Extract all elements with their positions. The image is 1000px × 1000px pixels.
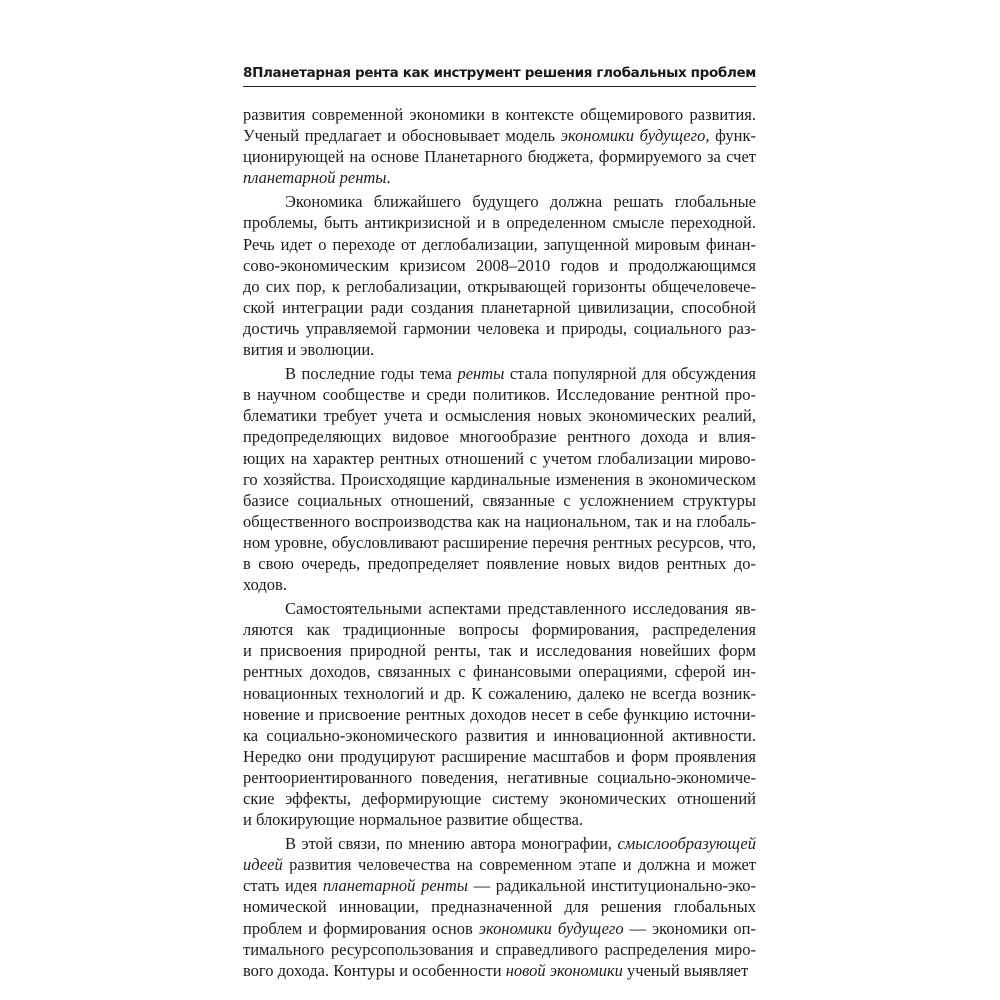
text-line bbox=[243, 276, 756, 297]
text-line bbox=[243, 426, 756, 447]
text-line bbox=[243, 146, 756, 167]
text-line bbox=[243, 854, 756, 875]
italic-term: экономики будущего bbox=[560, 126, 706, 146]
text-run: ционирующей на основе Планетарного бюджета, формируемого за счет bbox=[243, 147, 756, 167]
text-run: Речь идет о переходе от деглобализации, запущенной мировым финан- bbox=[243, 234, 756, 254]
text-run: — экономики оп- bbox=[623, 918, 757, 938]
text-run: — радикальной институционально-эко- bbox=[467, 876, 756, 896]
text-run: развития современной экономики в контексте общемирового развития. bbox=[243, 105, 756, 124]
text-run: блематики требует учета и осмысления новых экономических реалий, bbox=[243, 406, 756, 426]
text-run: проблемы, быть антикризисной и в определенном смысле переходной. bbox=[243, 213, 756, 233]
text-line bbox=[243, 619, 756, 640]
text-run: В этой связи, по мнению автора монографии, bbox=[285, 834, 618, 854]
text-line bbox=[243, 746, 756, 767]
running-header bbox=[243, 62, 756, 87]
text-run: в научном сообществе и среди политиков. Исследование рентной про- bbox=[243, 385, 756, 405]
text-line bbox=[243, 788, 756, 809]
text-line bbox=[243, 960, 756, 981]
text-run: ской интеграции ради создания планетарной цивилизации, способной bbox=[243, 297, 756, 317]
text-line bbox=[243, 104, 756, 125]
italic-term: смыслообразующей bbox=[617, 834, 756, 854]
text-line bbox=[243, 511, 756, 532]
italic-term: планетарной ренты bbox=[243, 168, 387, 188]
text-run: го хозяйства. Происходящие кардинальные изменения в экономическом bbox=[243, 469, 756, 489]
text-line bbox=[243, 234, 756, 255]
text-line bbox=[243, 167, 756, 188]
text-run: новение и присвоение рентных доходов несет в себе функцию источни- bbox=[243, 704, 756, 724]
text-line bbox=[243, 405, 756, 426]
text-run: ляются как традиционные вопросы формирования, распределения bbox=[243, 620, 756, 640]
text-run: , функ- bbox=[705, 126, 757, 146]
text-line bbox=[243, 255, 756, 276]
text-run: и блокирующие нормальное развитие общества. bbox=[243, 810, 584, 830]
text-line bbox=[243, 469, 756, 490]
paragraph bbox=[243, 833, 756, 981]
text-line bbox=[243, 339, 756, 360]
text-run: номической инновации, предназначенной для решения глобальных bbox=[243, 897, 756, 917]
text-line bbox=[243, 661, 756, 682]
text-line bbox=[243, 191, 756, 212]
text-run: стать идея bbox=[243, 876, 323, 896]
text-run: ющих на характер рентных отношений с учетом глобализации мирово- bbox=[243, 448, 756, 468]
body-text bbox=[243, 104, 756, 981]
text-line bbox=[243, 809, 756, 830]
text-run: сово-экономическим кризисом 2008–2010 годов и продолжающимся bbox=[243, 255, 756, 275]
text-line bbox=[243, 553, 756, 574]
text-run: вития и эволюции. bbox=[243, 340, 375, 360]
text-run: и присвоения природной ренты, так и исследования новейших форм bbox=[243, 641, 756, 661]
text-run: Нередко они продуцируют расширение масштабов и форм проявления bbox=[243, 746, 756, 766]
text-line bbox=[243, 640, 756, 661]
text-run: вого дохода. Контуры и особенности bbox=[243, 960, 506, 980]
page-number: 8 bbox=[243, 65, 253, 81]
running-title: Планетарная рента как инструмент решения глобальных проблем bbox=[252, 65, 756, 81]
text-run: стала популярной для обсуждения bbox=[504, 364, 756, 384]
text-run: развития человечества на современном этапе и должна и может bbox=[282, 855, 756, 875]
text-line bbox=[243, 212, 756, 233]
text-run: рентоориентированного поведения, негативные социально-экономиче- bbox=[243, 767, 756, 787]
italic-term: идеей bbox=[243, 855, 283, 875]
italic-term: планетарной ренты bbox=[322, 876, 468, 896]
text-line bbox=[243, 125, 756, 146]
text-run: ном уровне, обусловливают расширение перечня рентных ресурсов, что, bbox=[243, 532, 756, 552]
paragraph bbox=[243, 598, 756, 830]
text-run: . bbox=[386, 168, 391, 188]
text-line bbox=[243, 384, 756, 405]
text-line bbox=[243, 725, 756, 746]
text-run: ка социально-экономического развития и инновационной активности. bbox=[243, 725, 756, 745]
text-run: достичь управляемой гармонии человека и природы, социального раз- bbox=[243, 318, 756, 338]
paragraph bbox=[243, 191, 756, 360]
text-line bbox=[243, 490, 756, 511]
text-line bbox=[243, 532, 756, 553]
text-run: Ученый предлагает и обосновывает модель bbox=[243, 126, 561, 146]
text-line bbox=[243, 318, 756, 339]
text-run: Экономика ближайшего будущего должна решать глобальные bbox=[285, 192, 756, 212]
text-line bbox=[243, 704, 756, 725]
text-line bbox=[243, 297, 756, 318]
text-run: ские эффекты, деформирующие систему экономических отношений bbox=[243, 789, 756, 808]
text-line bbox=[243, 574, 756, 595]
text-line bbox=[243, 363, 756, 384]
italic-term: новой экономики bbox=[505, 960, 623, 980]
text-line bbox=[243, 939, 756, 960]
text-run: тимального ресурсопользования и справедливого распределения миро- bbox=[243, 939, 756, 959]
text-run: базисе социальных отношений, связанные с усложнением структуры bbox=[243, 490, 756, 510]
text-line bbox=[243, 833, 756, 854]
text-run: до сих пор, к реглобализации, открывающей горизонты общечеловече- bbox=[243, 276, 756, 296]
text-run: ходов. bbox=[243, 575, 287, 595]
text-run: предопределяющих видовое многообразие рентного дохода и влия- bbox=[243, 427, 756, 447]
text-run: рентных доходов, связанных с финансовыми операциями, сферой ин- bbox=[243, 662, 756, 682]
text-run: в свою очередь, предопределяет появление новых видов рентных до- bbox=[243, 553, 756, 573]
text-run: новационных технологий и др. К сожалению, далеко не всегда возник- bbox=[243, 683, 756, 703]
italic-term: экономики будущего bbox=[478, 918, 624, 938]
text-line bbox=[243, 896, 756, 917]
text-line bbox=[243, 683, 756, 704]
text-run: проблем и формирования основ bbox=[243, 918, 479, 938]
text-line bbox=[243, 767, 756, 788]
text-run: В последние годы тема bbox=[285, 364, 458, 384]
paragraph bbox=[243, 363, 756, 595]
text-run: Самостоятельными аспектами представленного исследования яв- bbox=[285, 599, 756, 619]
italic-term: ренты bbox=[457, 364, 505, 384]
text-line bbox=[243, 918, 756, 939]
text-run: общественного воспроизводства как на национальном, так и на глобаль- bbox=[243, 511, 756, 531]
text-line bbox=[243, 598, 756, 619]
paragraph bbox=[243, 104, 756, 188]
text-line bbox=[243, 448, 756, 469]
text-run: ученый выявляет bbox=[622, 960, 749, 980]
text-line bbox=[243, 875, 756, 896]
